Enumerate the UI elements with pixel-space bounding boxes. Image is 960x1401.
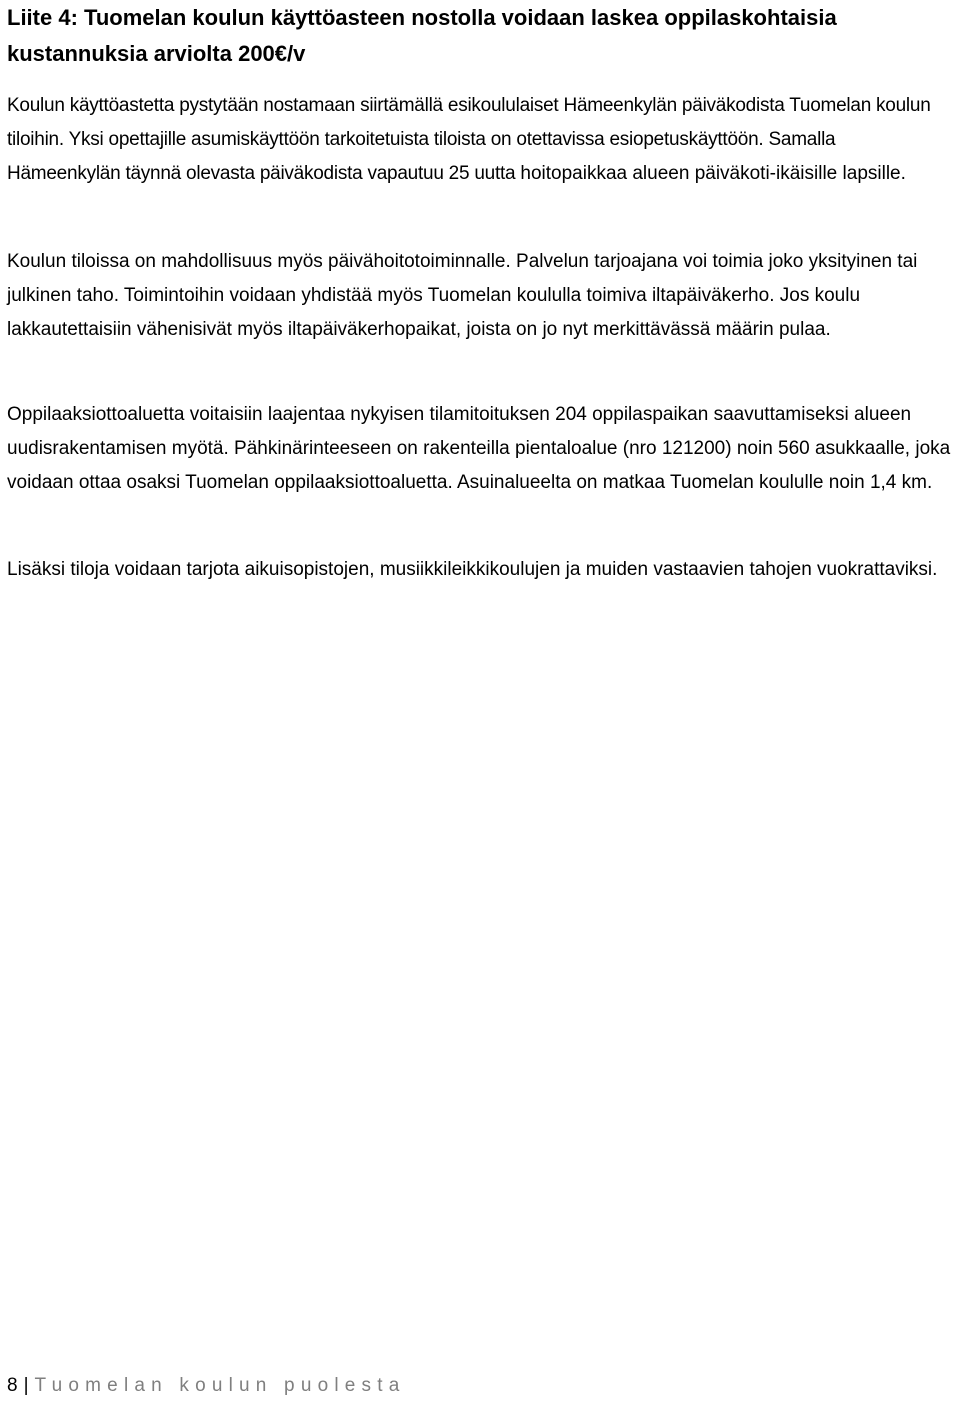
paragraph-daycare: Koulun tiloissa on mahdollisuus myös päivähoitotoiminnalle. Palvelun tarjoajana voi toimia joko yksityinen tai julkinen taho. Toimintoihin voidaan yhdistää myös Tuomelan koululla toimiva iltapäiväkerho. Jos koulu lakkautettaisiin vähenisivät myös iltapäiväkerhopaikat, joista on jo nyt merkittävässä määrin pulaa. <box>7 251 918 340</box>
paragraph-preschool-text: Koulun käyttöastetta pystytään nostamaan siirtämällä esikoululaiset Hämeenkylän päiväkodista Tuomelan koulun tiloihin. Yksi opettajille asumiskäyttöön tarkoitetuista tiloista on otettavissa esiopetuskäyttöön. Samalla Hämeenkylän täynnä olevasta päiväkodista vapautuu 25 uutta <box>7 95 931 184</box>
document-heading: Liite 4: Tuomelan koulun käyttöasteen nostolla voidaan laskea oppilaskohtaisia kustannuksia arviolta 200€/v <box>7 5 837 66</box>
document-page <box>7 0 953 580</box>
footer-running-title: Tuomelan koulun puolesta <box>34 1375 406 1396</box>
paragraph-preschool-text-end: hoitopaikkaa alueen päiväkoti-ikäisille lapsille. <box>520 163 906 184</box>
footer-separator: | <box>23 1375 29 1396</box>
paragraph-preschool <box>7 89 953 191</box>
page-number: 8 <box>7 1375 18 1396</box>
paragraph-catchment-area: Oppilaaksiottoaluetta voitaisiin laajentaa nykyisen tilamitoituksen 204 oppilaspaikan saavuttamiseksi alueen uudisrakentamisen myötä. Pähkinärinteeseen on rakenteilla pientaloalue (nro 121200) noin 560 asukkaalle, joka voidaan ottaa osaksi Tuomelan oppilaaksiottoaluetta. Asuinalueelta on matkaa Tuomelan koululle noin 1,4 km. <box>7 404 951 493</box>
page-footer <box>7 1371 405 1401</box>
paragraph-rental: Lisäksi tiloja voidaan tarjota aikuisopistojen, musiikkileikkikoulujen ja muiden vastaavien tahojen vuokrattaviksi. <box>7 559 938 580</box>
